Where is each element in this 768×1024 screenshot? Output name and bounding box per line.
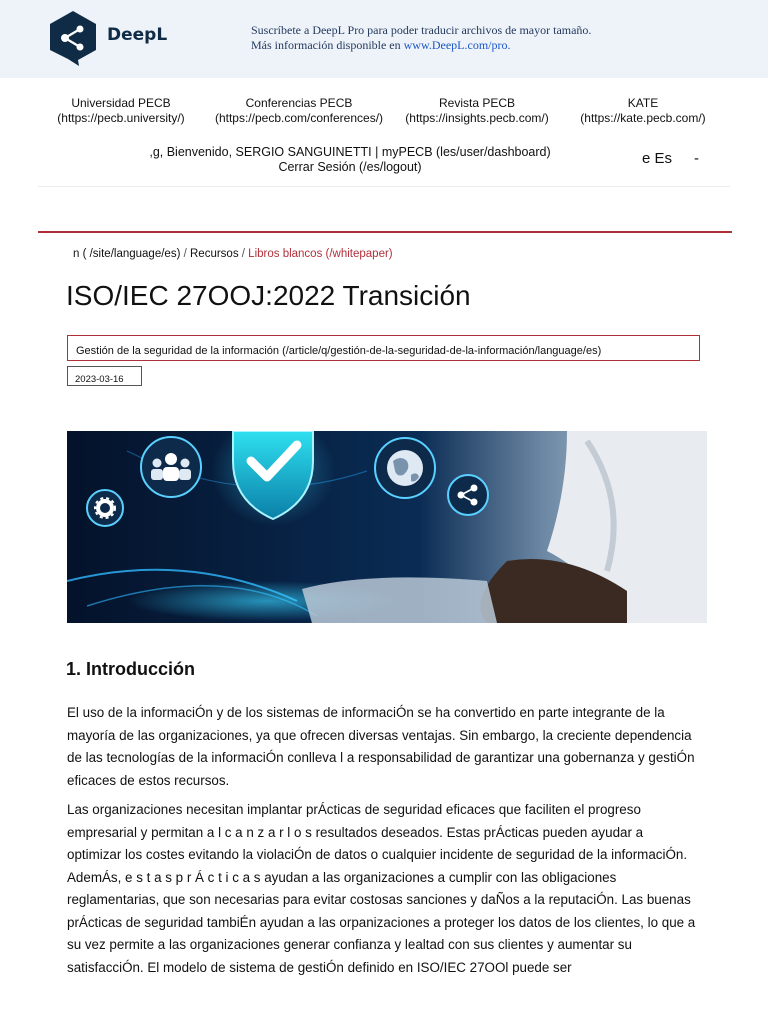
breadcrumb-whitepaper[interactable]: Libros blancos (/whitepaper) — [248, 248, 393, 260]
breadcrumb — [73, 248, 393, 260]
share-icon — [448, 475, 488, 515]
page-title: ISO/IEC 27OOJ:2022 Transición — [66, 280, 471, 311]
header-divider — [38, 186, 730, 187]
deepl-brand-name: DeepL — [107, 25, 168, 45]
globe-icon — [375, 438, 435, 498]
logout-link[interactable]: Cerrar Sesión (/es/logout) — [278, 160, 422, 174]
nav-item-revista[interactable] — [397, 96, 557, 126]
welcome-dashboard-link[interactable]: ,g, Bienvenido, SERGIO SANGUINETTI | myPECB (les/user/dashboard) — [149, 145, 551, 159]
deepl-pro-link[interactable]: www.DeepL.com/pro. — [403, 38, 511, 52]
banner-line-2-prefix: Más información disponible en — [251, 38, 404, 52]
publish-date: 2023-03-16 — [67, 366, 142, 386]
nav-item-label: Revista PECB — [438, 96, 516, 110]
banner-line-2 — [251, 38, 591, 53]
nav-item-label: Universidad PECB — [71, 96, 171, 110]
banner-line-1: Suscríbete a DeepL Pro para poder traducir archivos de mayor tamaño. — [251, 23, 592, 37]
section-heading: 1. Introducción — [66, 659, 196, 679]
language-dropdown-toggle[interactable]: - — [694, 150, 699, 167]
nav-item-url: (https://kate.pecb.com/) — [580, 111, 706, 125]
breadcrumb-separator: / — [180, 248, 190, 260]
deepl-banner-message — [251, 23, 591, 53]
hero-image — [67, 431, 707, 623]
breadcrumb-separator: / — [238, 248, 249, 260]
user-welcome — [120, 145, 580, 175]
gear-icon — [87, 490, 123, 526]
accent-divider — [38, 231, 732, 233]
category-tag[interactable]: Gestión de la seguridad de la información (/article/q/gestión-de-la-seguridad-de-la-información/language/es) — [67, 335, 700, 361]
nav-item-label: Conferencias PECB — [245, 96, 353, 110]
breadcrumb-resources[interactable]: Recursos — [190, 248, 239, 260]
breadcrumb-home[interactable]: n ( /site/language/es) — [73, 248, 181, 260]
language-selector[interactable]: e Es — [642, 150, 673, 167]
hero-illustration — [67, 431, 707, 623]
nav-item-universidad[interactable] — [48, 96, 194, 126]
nav-item-url: (https://pecb.university/) — [57, 111, 185, 125]
paragraph-introduction-1: El uso de la informaciÓn y de los sistemas de informaciÓn se ha convertido en parte integrante de la mayoría de las organizaciones, ya que ofrecen diversas ventajas. Sin embargo, la creciente dependencia de las tecnologías de la informaciÓn conlleva l a responsabilidad de garantizar una gobernanza y gestiÓn eficaces de estos recursos. — [67, 705, 695, 788]
nav-item-url: (https://insights.pecb.com/) — [405, 111, 549, 125]
people-icon — [141, 437, 201, 497]
nav-item-url: (https://pecb.com/conferences/) — [214, 111, 384, 125]
nav-item-conferencias[interactable] — [206, 96, 392, 126]
deepl-banner — [0, 0, 768, 78]
deepl-logo-icon[interactable] — [48, 10, 98, 66]
paragraph-introduction-2: Las organizaciones necesitan implantar prÁcticas de seguridad eficaces que faciliten el progreso empresarial y permitan a l c a n z a r l o s resultados deseados. Estas prÁcticas pueden ayudar a optimizar los costes evitando la violaciÓn de datos o cualquier incidente de seguridad de la informaciÓn. AdemÁs, e s t a s p r Á c t i c a s ayudan a las organizaciones a cumplir con las obligaciones reglamentarias, que son necesarias para evitar costosas sanciones y daÑos a la reputaciÓn. Las buenas prÁcticas de seguridad tambiÉn ayudan a las orpanizaciones a proteger los datos de los clientes, lo que a su vez permite a las organizaciones generar confianza y lealtad con sus clientes y aumentar su satisfacciÓn. El modelo de sistema de gestiÓn definido en ISO/IEC 27OOl puede ser — [67, 802, 696, 975]
nav-item-kate[interactable] — [560, 96, 726, 126]
nav-item-label: KATE — [627, 96, 659, 110]
